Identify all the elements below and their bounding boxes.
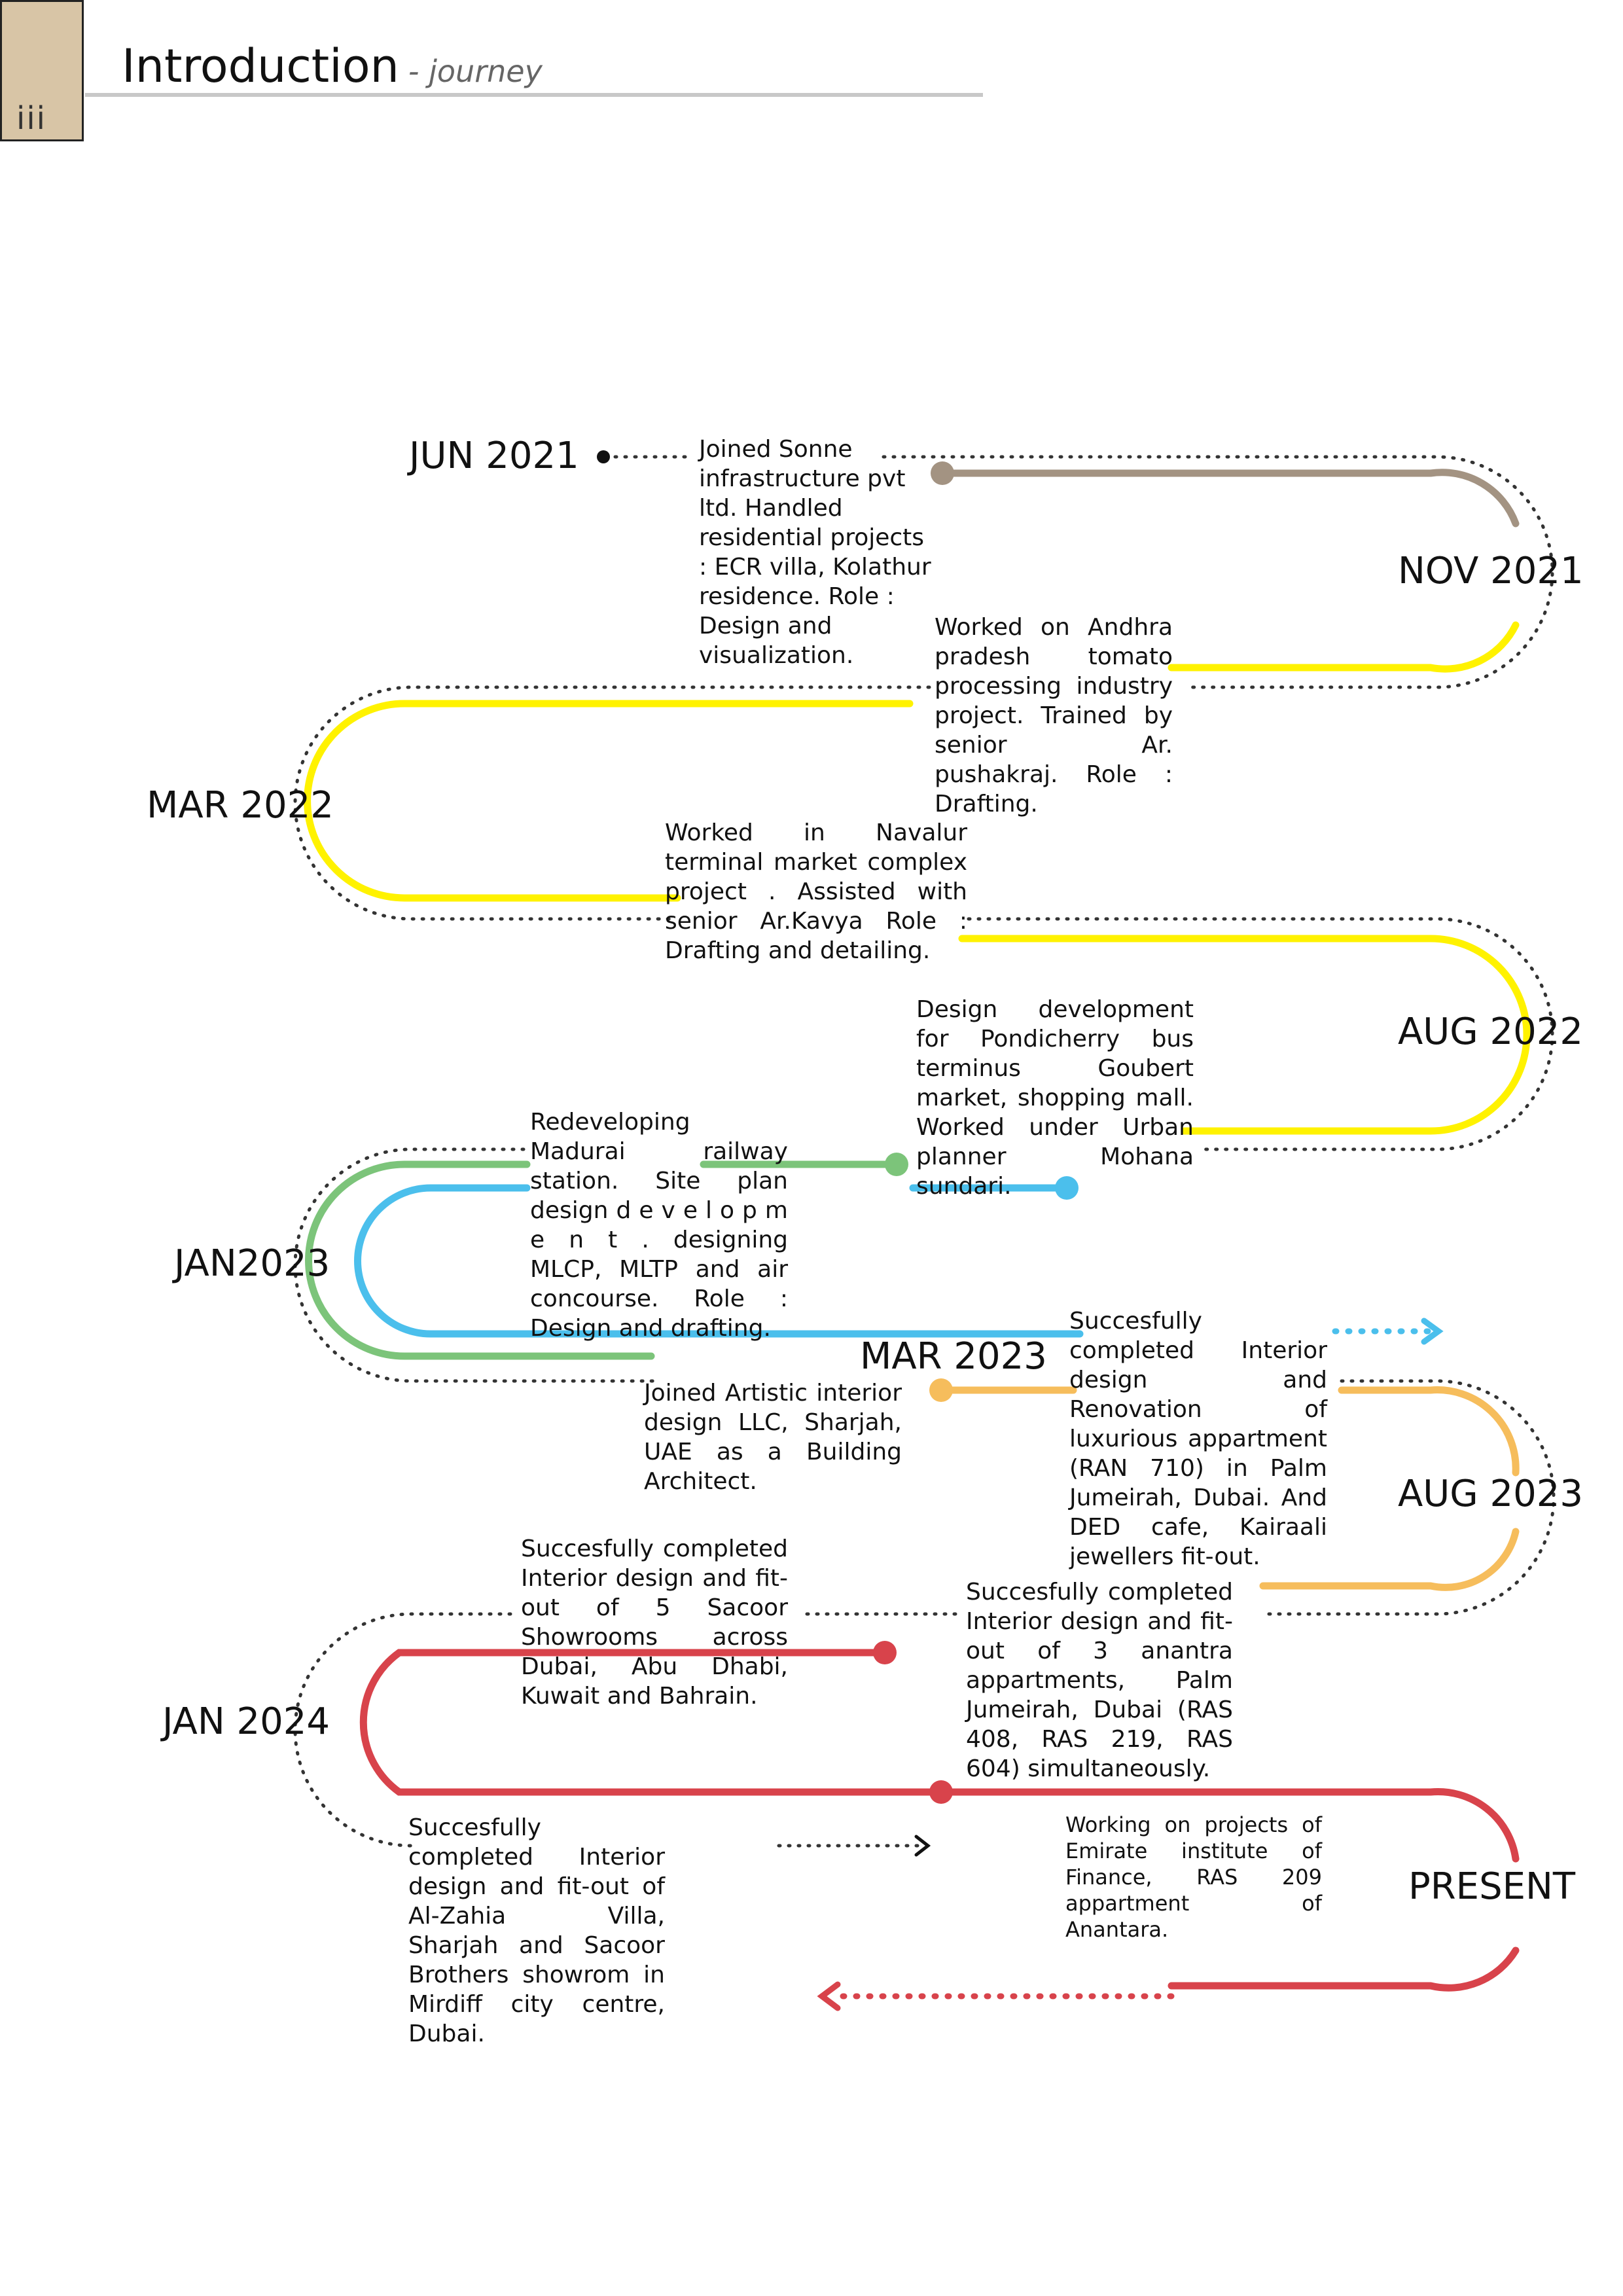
note-madurai: Redeveloping Madurai railway station. Site plan design d e v e l o p m e n t . designing MLCP, MLTP and air concourse. Role : Design and drafting. xyxy=(530,1109,788,1342)
red-arrow-head xyxy=(822,1984,838,2008)
red-node-anantra xyxy=(929,1780,953,1804)
date-nov2021: NOV 2021 xyxy=(1398,550,1584,592)
jun2021-dot xyxy=(597,450,610,463)
date-jan2023: JAN2023 xyxy=(174,1242,330,1285)
note-ran710: Succesfully completed Interior design and Renovation of luxurious appartment (RAN 710) in Palm Jumeirah, Dubai. And DED cafe, Kairaali jewellers fit-out. xyxy=(1069,1308,1327,1570)
dotted-outlines xyxy=(295,457,1554,1996)
note-navalur: Worked in Navalur terminal market complex project . Assisted with senior Ar.Kavya Role : Drafting and detailing. xyxy=(665,819,967,964)
page-number: iii xyxy=(16,100,47,137)
date-aug2022: AUG 2022 xyxy=(1398,1011,1584,1053)
date-aug2023: AUG 2023 xyxy=(1398,1473,1584,1515)
note-sacoor: Succesfully completed Interior design and fit-out of 5 Sacoor Showrooms across Dubai, Abu Dhabi, Kuwait and Bahrain. xyxy=(521,1535,788,1710)
note-artistic: Joined Artistic interior design LLC, Sharjah, UAE as a Building Architect. xyxy=(644,1380,902,1495)
date-jun2021: JUN 2021 xyxy=(409,435,579,477)
note-andhra: Worked on Andhra pradesh tomato processing industry project. Trained by senior Ar. pushakraj. Role : Drafting. xyxy=(935,614,1173,817)
red-node-sacoor xyxy=(873,1641,897,1664)
subtitle-text: - journey xyxy=(408,54,543,89)
note-sonne: Joined Sonne infrastructure pvt ltd. Handled residential projects : ECR villa, Kolathur residence. Role : Design and visualization. xyxy=(699,436,931,669)
note-pondicherry: Design development for Pondicherry bus terminus Goubert market, shopping mall. Worked under Urban planner Mohana sundari. xyxy=(916,996,1194,1200)
title-text: Introduction xyxy=(122,39,399,93)
date-jan2024: JAN 2024 xyxy=(162,1700,330,1743)
taupe-path xyxy=(946,473,1516,524)
note-emirate: Working on projects of Emirate institute of Finance, RAS 209 appartment of Anantara. xyxy=(1065,1812,1322,1942)
orange-node xyxy=(929,1378,953,1402)
green-node xyxy=(885,1153,908,1176)
date-mar2022: MAR 2022 xyxy=(147,784,334,827)
red-path-3 xyxy=(1171,1950,1516,1988)
taupe-node xyxy=(931,461,954,485)
note-alzahia: Succesfully completed Interior design and fit-out of Al-Zahia Villa, Sharjah and Sacoor Brothers showrom in Mirdiff city centre, Dubai. xyxy=(408,1814,665,2047)
yellow-path-1 xyxy=(1171,625,1516,669)
date-mar2023: MAR 2023 xyxy=(860,1335,1047,1378)
date-present: PRESENT xyxy=(1408,1865,1576,1908)
orange-path-right xyxy=(1342,1390,1516,1473)
note-anantra: Succesfully completed Interior design and fit-out of 3 anantra appartments, Palm Jumeirah, Dubai (RAS 408, RAS 219, RAS 604) simultaneously. xyxy=(966,1579,1233,1782)
